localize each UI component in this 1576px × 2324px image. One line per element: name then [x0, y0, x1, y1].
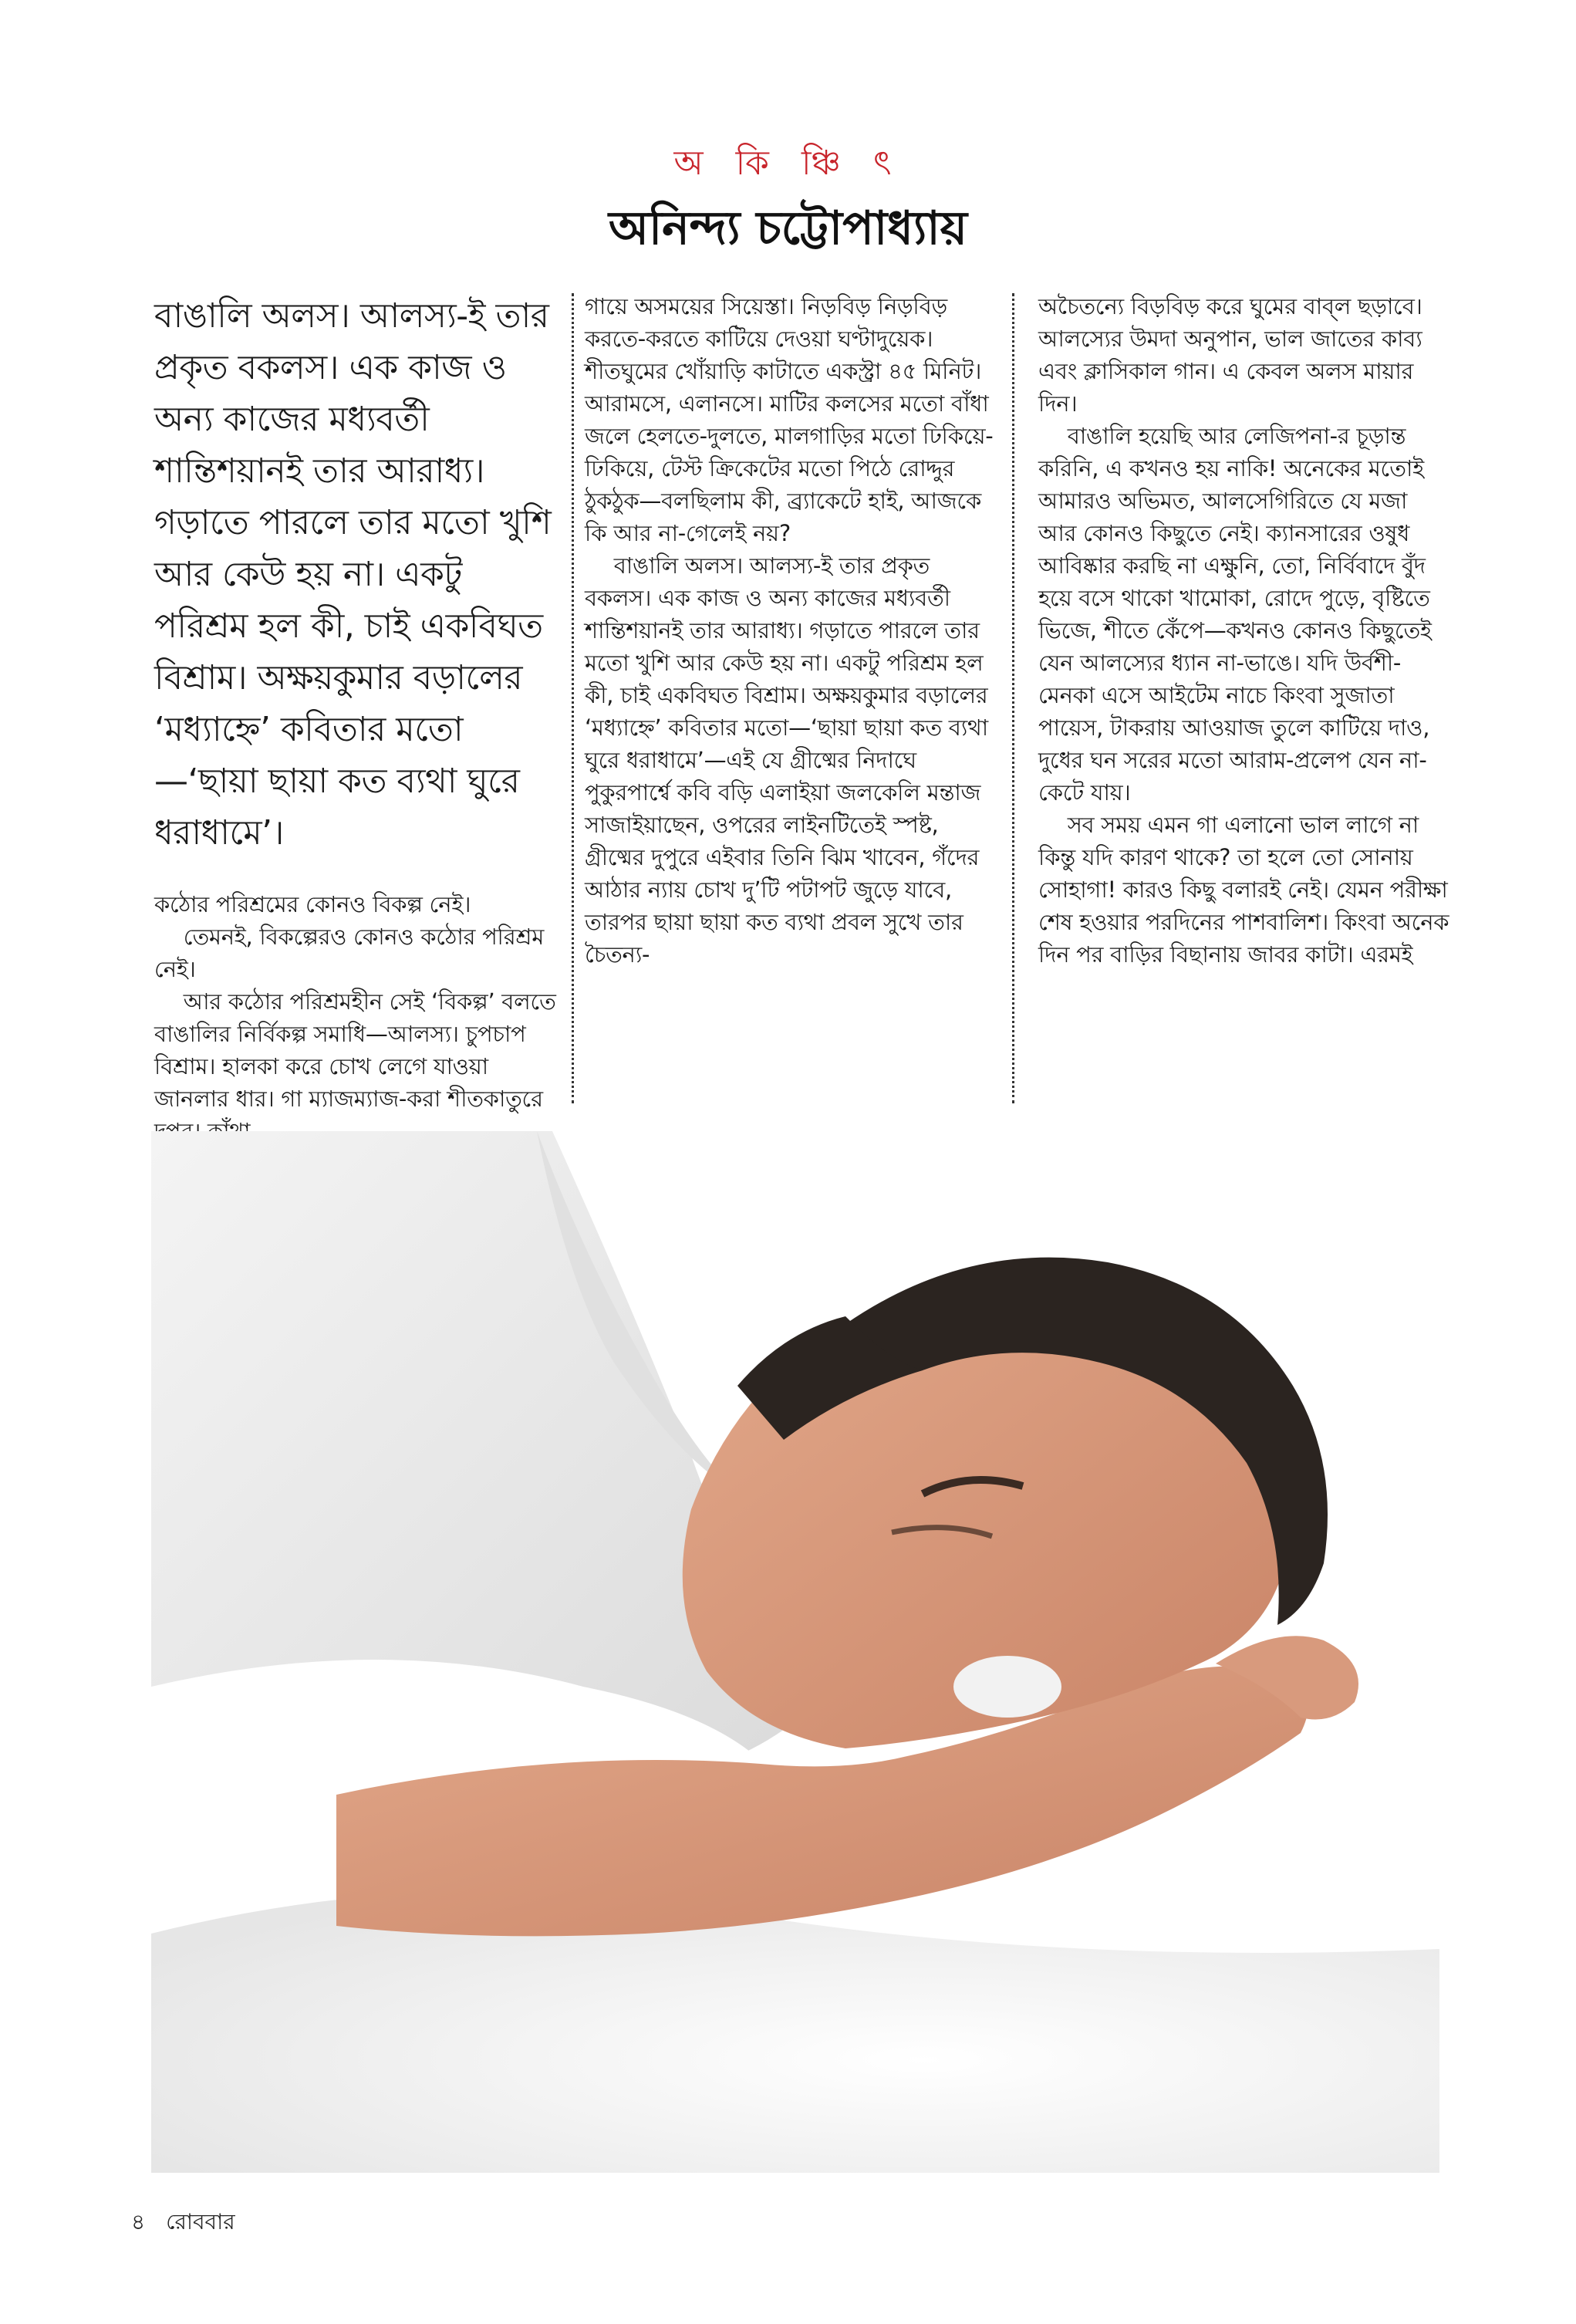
page-footer [131, 2205, 249, 2241]
paragraph: বাঙালি হয়েছি আর লেজিপনা-র চূড়ান্ত করিনি, এ কখনও হয় নাকি! অনেকের মতোই আমারও অভিমত, আলসেগিরিতে যে মজা আর কোনও কিছুতে নেই। ক্যানসারের ওষুধ আবিষ্কার করছি না এক্ষুনি, তো, নির্বিবাদে বুঁদ হয়ে বসে থাকো খামোকা, রোদে পুড়ে, বৃষ্টিতে ভিজে, শীতে কেঁপে—কখনও কোনও কিছুতেই যেন আলস্যের ধ্যান না-ভাঙে। যদি উর্বশী-মেনকা এসে আইটেম নাচে কিংবা সুজাতা পায়েস, টাকরায় আওয়াজ তুলে কাটিয়ে দাও, দুধের ঘন সরের মতো আরাম-প্রলেপ যেন না-কেটে যায়। [1038, 423, 1432, 806]
author-name: অনিন্দ্য চট্টোপাধ্যায় [609, 201, 967, 255]
column-divider [572, 293, 574, 1103]
article-column-1 [154, 290, 563, 1112]
magazine-name: রোববার [166, 2209, 235, 2234]
sleeping-man-illustration [151, 1131, 1439, 2173]
article-column-2 [585, 290, 994, 1106]
page-number: ৪ [131, 2209, 146, 2234]
paragraph: অচৈতন্যে বিড়বিড় করে ঘুমের বাব্‌ল ছড়াবে। আলস্যের উমদা অনুপান, ভাল জাতের কাব্য এবং ক্লাসিকাল গান। এ কেবল অলস মায়ার দিন। [1038, 293, 1422, 417]
paragraph: কঠোর পরিশ্রমের কোনও বিকল্প নেই। [154, 891, 471, 917]
lead-paragraph: বাঙালি অলস। আলস্য-ই তার প্রকৃত বকলস। এক কাজ ও অন্য কাজের মধ্যবর্তী শান্তিশয়ানই তার আরাধ্য। গড়াতে পারলে তার মতো খুশি আর কেউ হয় না। একটু পরিশ্রম হল কী, চাই একবিঘত বিশ্রাম। অক্ষয়কুমার বড়ালের ‘মধ্যাহ্নে’ কবিতার মতো—‘ছায়া ছায়া কত ব্যথা ঘুরে ধরাধামে’। [154, 296, 552, 853]
paragraph: বাঙালি অলস। আলস্য-ই তার প্রকৃত বকলস। এক কাজ ও অন্য কাজের মধ্যবর্তী শান্তিশয়ানই তার আরাধ্য। গড়াতে পারলে তার মতো খুশি আর কেউ হয় না। একটু পরিশ্রম হল কী, চাই একবিঘত বিশ্রাম। অক্ষয়কুমার বড়ালের ‘মধ্যাহ্নে’ কবিতার মতো—‘ছায়া ছায়া কত ব্যথা ঘুরে ধরাধামে’—এই যে গ্রীষ্মের নিদাঘে পুকুরপার্শ্বে কবি বড়ি এলাইয়া জলকেলি মন্তাজ সাজাইয়াছেন, ওপরের লাইনটিতেই স্পষ্ট, গ্রীষ্মের দুপুরে এইবার তিনি ঝিম খাবেন, গঁদের আঠার ন্যায় চোখ দু’টি পটাপট জুড়ে যাবে, তারপর ছায়া ছায়া কত ব্যথা প্রবল সুখে তার চৈতন্য- [585, 552, 988, 968]
paragraph: আর কঠোর পরিশ্রমহীন সেই ‘বিকল্প’ বলতে বাঙালির নির্বিকল্প সমাধি—আলস্য। চুপচাপ বিশ্রাম। হালকা করে চোখ লেগে যাওয়া জানলার ধার। গা ম্যাজম্যাজ-করা শীতকাতুরে [154, 988, 556, 1112]
section-kicker: অ কি ঞ্চি ৎ [673, 144, 903, 183]
sleeping-man-photo [151, 1131, 1439, 2173]
column-divider [1012, 293, 1014, 1103]
paragraph: সব সময় এমন গা এলানো ভাল লাগে না কিন্তু যদি কারণ থাকে? তা হলে তো সোনায় সোহাগা! কারও কিছু বলারই নেই। যেমন পরীক্ষা শেষ হওয়ার পরদিনের পাশবালিশ। কিংবা অনেক দিন পর বাড়ির বিছানায় জাবর কাটা। এরমই [1038, 812, 1449, 968]
paragraph: তেমনই, বিকল্পেরও কোনও কঠোর পরিশ্রম নেই। [154, 924, 545, 982]
article-column-3 [1038, 290, 1451, 1106]
paragraph: গায়ে অসময়ের সিয়েস্তা। নিড়বিড় নিড়বিড় করতে-করতে কাটিয়ে দেওয়া ঘণ্টাদুয়েক। শীতঘুমের খোঁয়াড়ি কাটাতে একস্ট্রা ৪৫ মিনিট। আরামসে, এলানসে। মাটির কলসের মতো বাঁধা জলে হেলতে-দুলতে, মালগাড়ির মতো ঢিকিয়ে-ঢিকিয়ে, টেস্ট ক্রিকেটের মতো পিঠে রোদ্দুর ঠুকঠুক—বলছিলাম কী, ব্র্যাকেটে হাই, আজকে কি আর না-গেলেই নয়? [585, 293, 994, 546]
